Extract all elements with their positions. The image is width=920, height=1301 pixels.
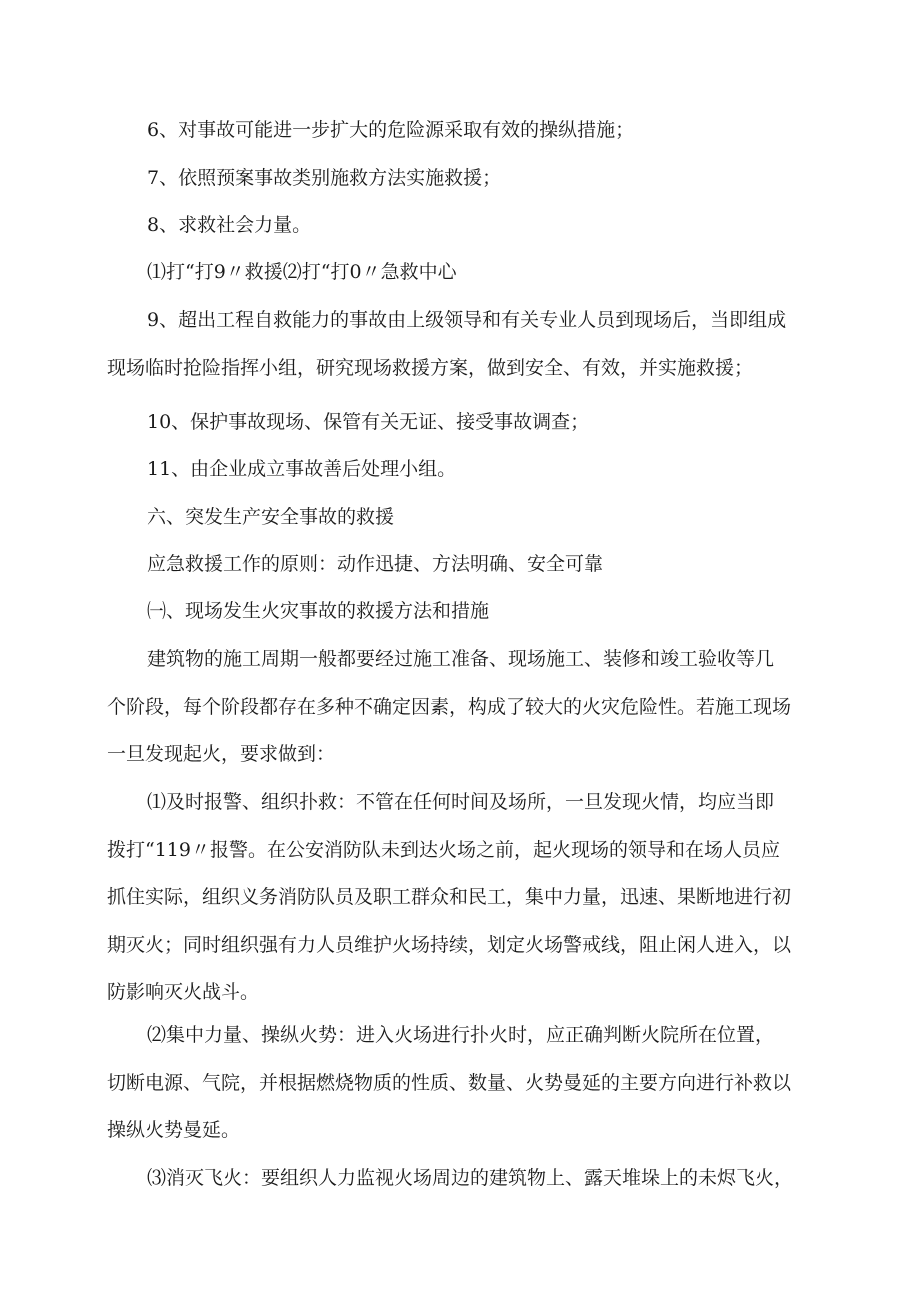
text-line: 期灭火；同时组织强有力人员维护火场持续，划定火场警戒线，阻止闲人进入，以	[107, 933, 792, 956]
paragraph-item-9	[107, 297, 823, 392]
text-line: ⑴打“打9〃救援⑵打“打0〃急救中心	[147, 261, 457, 283]
text-line: ㈠、现场发生火灾事故的救援方法和措施	[147, 600, 490, 622]
text-line: ⑵集中力量、操纵火势：进入火场进行扑火时，应正确判断火院所在位置，	[147, 1024, 775, 1046]
paragraph-flying-embers	[107, 1155, 823, 1203]
text-line: 现场临时抢险指挥小组，研究现场救援方案，做到安全、有效，并实施救援；	[107, 356, 754, 379]
paragraph-item-8	[107, 202, 823, 250]
paragraph-control-fire	[107, 1012, 823, 1155]
text-line: 拨打“119〃报警。在公安消防队未到达火场之前，起火现场的领导和在场人员应	[107, 838, 780, 861]
text-line: 6、对事故可能进一步扩大的危险源采取有效的操纵措施；	[147, 119, 635, 141]
text-line: 11、由企业成立事故善后处理小组。	[147, 458, 457, 480]
section-heading-six	[107, 494, 823, 542]
paragraph-item-11	[107, 446, 823, 494]
subsection-heading-fire	[107, 588, 823, 636]
text-line: 一旦发现起火，要求做到：	[107, 743, 336, 765]
text-line: ⑴及时报警、组织扑救：不管在任何时间及场所，一旦发现火情，均应当即	[147, 791, 775, 813]
text-line: 个阶段，每个阶段都存在多种不确定因素，构成了较大的火灾危险性。若施工现场	[107, 695, 792, 718]
paragraph-emergency-calls	[107, 249, 823, 297]
text-line: 8、求救社会力量。	[147, 214, 312, 236]
text-line: 7、依照预案事故类别施救方法实施救援；	[147, 167, 502, 189]
text-line: 防影响灭火战斗。	[107, 981, 260, 1003]
text-line: 建筑物的施工周期一般都要经过施工准备、现场施工、装修和竣工验收等几	[147, 648, 775, 670]
text-line: 10、保护事故现场、保管有关无证、接受事故调查；	[147, 411, 590, 433]
paragraph-item-10	[107, 399, 823, 447]
paragraph-principles	[107, 541, 823, 589]
text-line: 抓住实际，组织义务消防队员及职工群众和民工，集中力量，迅速、果断地进行初	[107, 886, 792, 908]
text-line: 六、突发生产安全事故的救援	[147, 506, 395, 528]
paragraph-report-alarm	[107, 779, 823, 1017]
text-line: 切断电源、气院，并根据燃烧物质的性质、数量、火势曼延的主要方向进行补救以	[107, 1071, 792, 1094]
text-line: 操纵火势曼延。	[107, 1119, 241, 1141]
text-line: 应急救援工作的原则：动作迅捷、方法明确、安全可靠	[147, 553, 604, 575]
paragraph-construction-phases	[107, 636, 823, 779]
text-line: 9、超出工程自救能力的事故由上级领导和有关专业人员到现场后，当即组成	[147, 309, 787, 331]
paragraph-item-6	[107, 107, 823, 155]
text-line: ⑶消灭飞火：要组织人力监视火场周边的建筑物上、露天堆垛上的未烬飞火，	[147, 1167, 794, 1189]
paragraph-item-7	[107, 155, 823, 203]
